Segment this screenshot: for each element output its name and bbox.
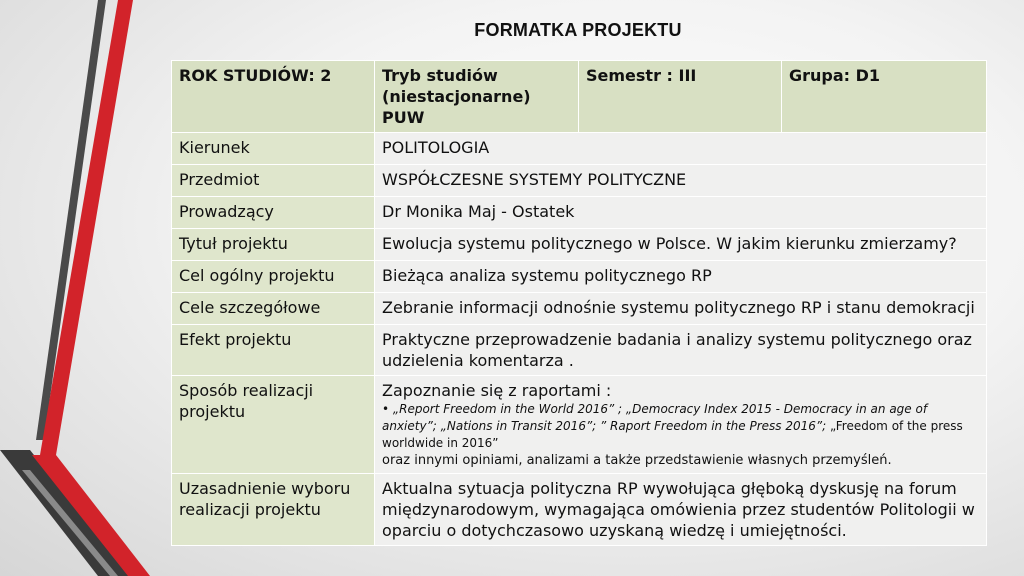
row-value: Praktyczne przeprowadzenie badania i analizy systemu politycznego oraz udzielenia komentarza .	[375, 325, 987, 376]
header-row	[172, 61, 987, 133]
sposob-label: Sposób realizacji projektu	[172, 376, 375, 474]
row-value: WSPÓŁCZESNE SYSTEMY POLITYCZNE	[375, 165, 987, 197]
row-label: Kierunek	[172, 133, 375, 165]
table-row-uzasadnienie	[172, 474, 987, 546]
row-label: Cele szczegółowe	[172, 293, 375, 325]
row-label: Cel ogólny projektu	[172, 261, 375, 293]
row-value: Ewolucja systemu politycznego w Polsce. W jakim kierunku zmierzamy?	[375, 229, 987, 261]
table-row	[172, 133, 987, 165]
row-label: Tytuł projektu	[172, 229, 375, 261]
table-row	[172, 325, 987, 376]
page-title: FORMATKA PROJEKTU	[474, 20, 682, 40]
row-value: Bieżąca analiza systemu politycznego RP	[375, 261, 987, 293]
row-value: Dr Monika Maj - Ostatek	[375, 197, 987, 229]
red-stripe-upper	[40, 0, 133, 455]
header-tryb: Tryb studiów (niestacjonarne) PUW	[375, 61, 579, 133]
reports-normal: „Freedom of the press worldwide in 2016”	[382, 419, 963, 450]
row-value: Zebranie informacji odnośnie systemu politycznego RP i stanu demokracji	[375, 293, 987, 325]
table-row	[172, 261, 987, 293]
table-row-sposob	[172, 376, 987, 474]
reports-italic: „Report Freedom in the World 2016” ; „Democracy Index 2015 - Democracy in an age of anxiety”; „Nations in Transit 2016”; ” Raport Freedom in the Press 2016”;	[382, 402, 928, 433]
sposob-reports	[382, 401, 980, 452]
sposob-outro: oraz innymi opiniami, analizami a także przedstawienie własnych przemyśleń.	[382, 453, 892, 468]
uzasadnienie-value: Aktualna sytuacja polityczna RP wywołująca głęboką dyskusję na forum międzynarodowym, wymagająca omówienia przez studentów Politologii w oparciu o dotychczasowo uzyskaną wiedzę i umiejętności.	[375, 474, 987, 546]
sposob-value	[375, 376, 987, 474]
table-row	[172, 293, 987, 325]
table-row	[172, 229, 987, 261]
project-form-table	[171, 60, 987, 546]
row-label: Prowadzący	[172, 197, 375, 229]
header-semestr: Semestr : III	[579, 61, 782, 133]
row-label: Przedmiot	[172, 165, 375, 197]
header-rok: ROK STUDIÓW: 2	[172, 61, 375, 133]
row-label: Efekt projektu	[172, 325, 375, 376]
table-row	[172, 165, 987, 197]
table-row	[172, 197, 987, 229]
uzasadnienie-label: Uzasadnienie wyboru realizacji projektu	[172, 474, 375, 546]
header-grupa: Grupa: D1	[782, 61, 987, 133]
row-value: POLITOLOGIA	[375, 133, 987, 165]
sposob-intro: Zapoznanie się z raportami :	[382, 381, 612, 400]
bullet-icon: •	[382, 402, 390, 416]
